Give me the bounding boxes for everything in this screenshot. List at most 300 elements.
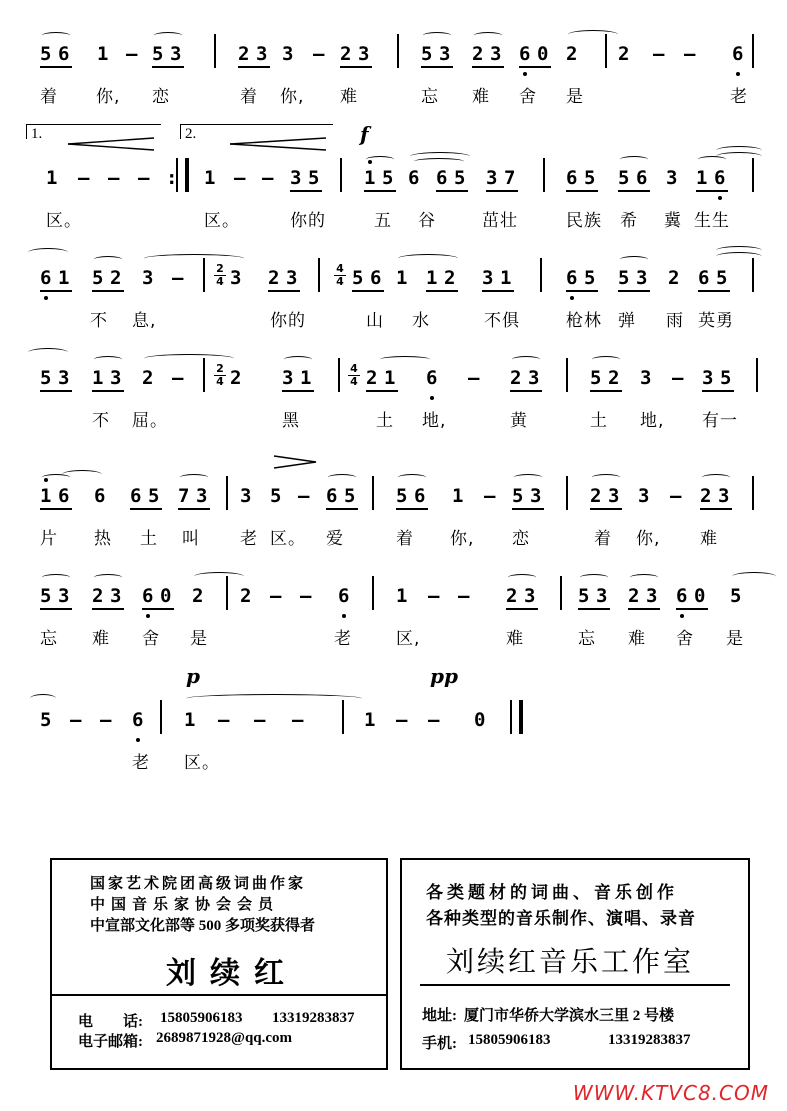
lyric: 忘: [40, 629, 58, 649]
lyric: 水: [412, 311, 430, 331]
tie: [144, 254, 244, 263]
beam: [92, 290, 124, 292]
note: 5: [40, 585, 52, 607]
lyric: 舍: [519, 87, 537, 107]
note: 5: [454, 167, 466, 189]
lyric: 着: [240, 87, 258, 107]
beam: [396, 508, 428, 510]
barline: [752, 258, 754, 292]
note: –: [468, 367, 480, 389]
mobile-label: 手机:: [422, 1036, 457, 1052]
phone-number: 13319283837: [272, 1010, 355, 1026]
note: –: [670, 485, 682, 507]
slur: [474, 32, 502, 39]
barline: [338, 358, 340, 392]
octave-dot: [570, 296, 574, 300]
note: 5: [730, 585, 742, 607]
dynamic-forte: f: [360, 122, 369, 146]
beam: [178, 508, 210, 510]
note: 3: [58, 367, 70, 389]
note: 0: [694, 585, 706, 607]
beam: [40, 290, 72, 292]
note: 5: [152, 43, 164, 65]
barline: [752, 476, 754, 510]
note: 3: [666, 167, 678, 189]
note: –: [108, 167, 120, 189]
note: 3: [718, 485, 730, 507]
beam: [40, 608, 72, 610]
lyric: 难: [700, 529, 718, 549]
note: 6: [426, 367, 438, 389]
note: 5: [344, 485, 356, 507]
lyric: 土: [590, 411, 608, 431]
lyric: 舍: [142, 629, 160, 649]
note: 6: [408, 167, 420, 189]
note: 2: [230, 367, 242, 389]
lyric: 不俱: [484, 311, 520, 331]
beam: [472, 66, 504, 68]
slur: [514, 474, 542, 481]
email[interactable]: 2689871928@qq.com: [156, 1030, 293, 1046]
note: 1: [300, 367, 312, 389]
phone-number: 13319283837: [608, 1032, 691, 1048]
lyric: 土: [376, 411, 394, 431]
dynamic-pianissimo: pp: [430, 664, 458, 688]
note: 6: [676, 585, 688, 607]
beam: [340, 66, 372, 68]
note: 1: [696, 167, 708, 189]
lyric: 有一: [702, 411, 738, 431]
note: –: [126, 43, 138, 65]
note: 5: [421, 43, 433, 65]
note: 3: [439, 43, 451, 65]
octave-dot: [523, 72, 527, 76]
slur: [42, 574, 70, 581]
note: 5: [578, 585, 590, 607]
slur: [702, 474, 730, 481]
beam: [426, 290, 458, 292]
time-signature: [214, 264, 226, 287]
beam: [352, 290, 384, 292]
note: –: [254, 709, 266, 731]
note: –: [172, 267, 184, 289]
note: 5: [352, 267, 364, 289]
lyric: 区。: [184, 753, 220, 773]
tie: [28, 348, 68, 357]
note: 6: [370, 267, 382, 289]
slur: [512, 356, 540, 363]
slur: [414, 158, 464, 165]
lyric: 弹: [618, 311, 636, 331]
note: 3: [142, 267, 154, 289]
tie: [398, 254, 458, 263]
note: 6: [132, 709, 144, 731]
lyric: 难: [506, 629, 524, 649]
barline: [397, 34, 399, 68]
note: –: [428, 585, 440, 607]
note: 1: [452, 485, 464, 507]
note: –: [298, 485, 310, 507]
staff-row: [0, 584, 787, 614]
note: –: [270, 585, 282, 607]
beam: [510, 390, 542, 392]
lyric: 土: [140, 529, 158, 549]
beam: [486, 190, 518, 192]
service-line: 各种类型的音乐制作、演唱、录音: [426, 909, 696, 928]
lyric: 忘: [578, 629, 596, 649]
beam: [618, 290, 650, 292]
lyric: 屈。: [132, 411, 168, 431]
note: 5: [512, 485, 524, 507]
time-signature: [348, 364, 360, 387]
beam: [512, 508, 544, 510]
lyric: 舍: [676, 629, 694, 649]
ts-bottom: 4: [336, 275, 344, 288]
beam: [130, 508, 162, 510]
credential-line: 中宣部文化部等 500 多项奖获得者: [90, 918, 316, 934]
ts-bottom: 4: [216, 375, 224, 388]
note: –: [292, 709, 304, 731]
note: 2: [506, 585, 518, 607]
beam: [566, 290, 598, 292]
time-signature: [214, 364, 226, 387]
slur: [380, 356, 430, 363]
barline: [605, 34, 607, 68]
beam: [436, 190, 468, 192]
email-label: 电子邮箱:: [78, 1034, 143, 1050]
address: 厦门市华侨大学滨水三里 2 号楼: [464, 1008, 675, 1024]
note: 1: [364, 167, 376, 189]
note: 3: [646, 585, 658, 607]
octave-dot: [736, 72, 740, 76]
note: 0: [537, 43, 549, 65]
studio-name: 刘续红音乐工作室: [446, 945, 695, 978]
note: 6: [636, 167, 648, 189]
lyric: 难: [628, 629, 646, 649]
staff-row: [0, 362, 787, 396]
slur: [508, 574, 536, 581]
slur: [630, 574, 658, 581]
note: 6: [714, 167, 726, 189]
lyric: 着: [40, 87, 58, 107]
note: 1: [40, 485, 52, 507]
beam: [482, 290, 514, 292]
lyric: 是: [566, 87, 584, 107]
lyric: 是: [190, 629, 208, 649]
composer-info-box: [50, 858, 388, 1070]
lyric: 枪林: [566, 311, 602, 331]
lyric: 片: [40, 529, 58, 549]
beam: [40, 508, 72, 510]
note: 3: [596, 585, 608, 607]
note: 6: [436, 167, 448, 189]
beam: [590, 390, 622, 392]
note: –: [78, 167, 90, 189]
studio-info-box: [400, 858, 750, 1070]
note: 3: [636, 267, 648, 289]
lyric: 热: [94, 529, 112, 549]
note: 5: [396, 485, 408, 507]
beam: [421, 66, 453, 68]
slur: [94, 356, 122, 363]
lyric: 五: [374, 211, 392, 231]
lyric: 地,: [422, 411, 447, 431]
lyric: 希: [620, 211, 638, 231]
note: 5: [720, 367, 732, 389]
note: 2: [472, 43, 484, 65]
slur: [592, 474, 620, 481]
octave-dot: [680, 614, 684, 618]
beam: [696, 190, 728, 192]
note: 2: [240, 585, 252, 607]
note: 2: [268, 267, 280, 289]
note: 0: [474, 709, 486, 731]
lyric: 你的: [290, 211, 326, 231]
barline: [756, 358, 758, 392]
beam: [700, 508, 732, 510]
ts-bottom: 4: [216, 275, 224, 288]
note: 3: [282, 367, 294, 389]
beam: [702, 390, 734, 392]
barline: [226, 476, 228, 510]
tie: [28, 248, 68, 257]
octave-dot: [430, 396, 434, 400]
lyric: 冀: [664, 211, 682, 231]
note: 3: [256, 43, 268, 65]
beam: [364, 190, 396, 192]
note: 0: [160, 585, 172, 607]
note: 3: [490, 43, 502, 65]
lyric: 叫: [182, 529, 200, 549]
volta-2: 2.: [180, 124, 333, 139]
staff-row: [0, 708, 787, 738]
lyric: 山: [366, 311, 384, 331]
note: 3: [530, 485, 542, 507]
lyric: 着: [594, 529, 612, 549]
note: 6: [698, 267, 710, 289]
barline: [566, 476, 568, 510]
note: –: [262, 167, 274, 189]
note: 3: [640, 367, 652, 389]
lyric: 生生: [694, 211, 730, 231]
note: 6: [566, 267, 578, 289]
slur: [398, 474, 426, 481]
service-line: 各类题材的词曲、音乐创作: [426, 883, 678, 902]
watermark: WWW.KTVC8.COM: [572, 1081, 769, 1105]
note: 1: [384, 367, 396, 389]
lyric: 英勇: [698, 311, 734, 331]
lyric: 老: [334, 629, 352, 649]
slur: [620, 156, 648, 163]
slur: [94, 574, 122, 581]
note: –: [484, 485, 496, 507]
dynamic-piano: p: [186, 664, 200, 688]
octave-dot: [146, 614, 150, 618]
note: 5: [590, 367, 602, 389]
ts-top: 4: [350, 362, 358, 375]
beam: [92, 608, 124, 610]
note: –: [313, 43, 325, 65]
beam: [152, 66, 184, 68]
repeat-sign: :: [166, 167, 178, 189]
lyric: 不: [90, 311, 108, 331]
beam: [698, 290, 730, 292]
note: 3: [58, 585, 70, 607]
note: 7: [504, 167, 516, 189]
note: 1: [426, 267, 438, 289]
staff-row: [0, 484, 787, 514]
barline: [203, 258, 205, 292]
lyric: 黑: [282, 411, 300, 431]
decrescendo-hairpin: [66, 136, 156, 152]
lyric: 难: [340, 87, 358, 107]
note: 2: [628, 585, 640, 607]
beam: [566, 190, 598, 192]
beam: [142, 608, 174, 610]
divider: [52, 994, 386, 996]
lyric: 难: [472, 87, 490, 107]
barline: [752, 34, 754, 68]
barline: [203, 358, 205, 392]
note: 2: [590, 485, 602, 507]
slur: [423, 32, 451, 39]
note: 2: [608, 367, 620, 389]
note: –: [684, 43, 696, 65]
ts-top: 4: [336, 262, 344, 275]
note: 5: [40, 367, 52, 389]
note: 2: [340, 43, 352, 65]
lyric: 难: [92, 629, 110, 649]
staff-row: [0, 42, 787, 72]
barline: [372, 576, 374, 610]
ts-top: 2: [216, 262, 224, 275]
note: 2: [238, 43, 250, 65]
lyric: 区,: [396, 629, 421, 649]
volta-1: 1.: [26, 124, 161, 139]
barline: [214, 34, 216, 68]
barline: [566, 358, 568, 392]
slur: [580, 574, 608, 581]
barline: [560, 576, 562, 610]
lyric: 老: [240, 529, 258, 549]
tie: [62, 470, 102, 479]
beam: [40, 66, 72, 68]
note: 6: [519, 43, 531, 65]
note: 3: [482, 267, 494, 289]
beam: [628, 608, 660, 610]
beam: [578, 608, 610, 610]
slur: [42, 32, 70, 39]
note: 2: [700, 485, 712, 507]
lyric: 你,: [96, 87, 121, 107]
ts-bottom: 4: [350, 375, 358, 388]
barline: [340, 158, 342, 192]
lyric: 茁壮: [482, 211, 518, 231]
barline: [160, 700, 162, 734]
beam: [590, 508, 622, 510]
beam: [326, 508, 358, 510]
beam: [519, 66, 551, 68]
slur: [284, 356, 312, 363]
crescendo-accent: [272, 454, 318, 470]
note: 1: [97, 43, 109, 65]
slur: [94, 256, 122, 263]
note: 2: [618, 43, 630, 65]
note: 5: [618, 167, 630, 189]
barline: [226, 576, 228, 610]
note: 3: [358, 43, 370, 65]
lyric: 你,: [450, 529, 475, 549]
lyric: 你,: [636, 529, 661, 549]
lyric: 区。: [204, 211, 240, 231]
barline: [543, 158, 545, 192]
phone-number: 15805906183: [468, 1032, 551, 1048]
lyric: 雨: [666, 311, 684, 331]
note: 1: [396, 267, 408, 289]
note: 6: [40, 267, 52, 289]
note: –: [172, 367, 184, 389]
barline: [318, 258, 320, 292]
note: 5: [148, 485, 160, 507]
tie: [716, 152, 762, 161]
note: 5: [716, 267, 728, 289]
note: 2: [510, 367, 522, 389]
note: –: [458, 585, 470, 607]
note: 3: [240, 485, 252, 507]
note: –: [100, 709, 112, 731]
note: 5: [382, 167, 394, 189]
lyric: 恋: [512, 529, 530, 549]
beam: [40, 390, 72, 392]
note: –: [218, 709, 230, 731]
note: 6: [326, 485, 338, 507]
barline: [540, 258, 542, 292]
barline: [342, 700, 344, 734]
beam: [290, 190, 322, 192]
lyric: 爱: [326, 529, 344, 549]
note: 6: [566, 167, 578, 189]
tie: [194, 572, 244, 581]
note: –: [672, 367, 684, 389]
lyric: 地,: [640, 411, 665, 431]
lyric: 黄: [510, 411, 528, 431]
octave-dot: [718, 196, 722, 200]
lyric: 不: [92, 411, 110, 431]
lyric: 老: [132, 753, 150, 773]
note: 6: [414, 485, 426, 507]
octave-dot: [136, 738, 140, 742]
note: 5: [40, 709, 52, 731]
lyric: 恋: [152, 87, 170, 107]
decrescendo-hairpin: [228, 136, 328, 152]
staff-row: [0, 166, 787, 196]
lyric: 民族: [566, 211, 602, 231]
beam: [92, 390, 124, 392]
credential-line: 中国音乐家协会会员: [90, 897, 280, 913]
slur: [592, 356, 620, 363]
lyric: 着: [396, 529, 414, 549]
note: 3: [282, 43, 294, 65]
lyric: 是: [726, 629, 744, 649]
slur: [620, 256, 648, 263]
beam: [282, 390, 314, 392]
note: 6: [58, 485, 70, 507]
slur: [180, 474, 208, 481]
note: 1: [396, 585, 408, 607]
address-label: 地址:: [422, 1008, 457, 1024]
note: 2: [192, 585, 204, 607]
note: 6: [338, 585, 350, 607]
